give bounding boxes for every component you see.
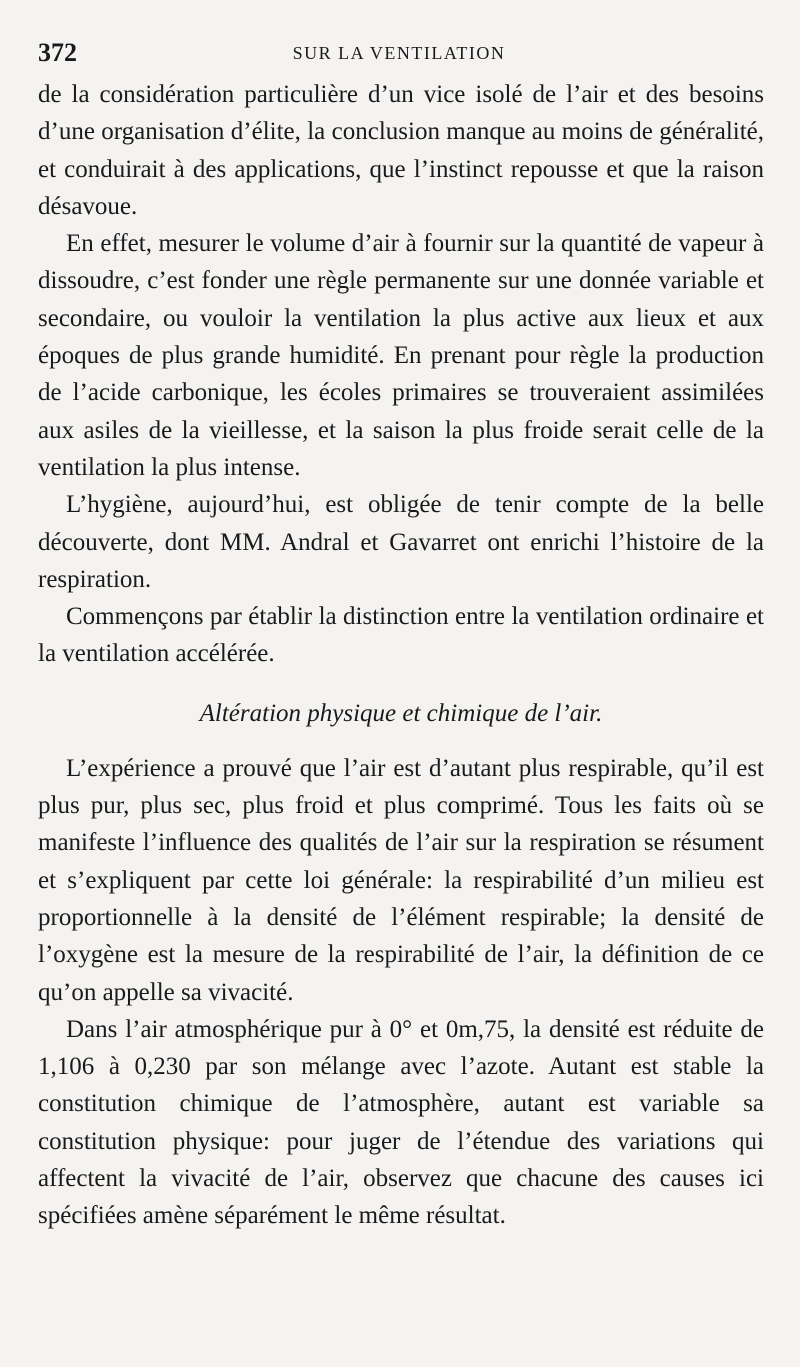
- paragraph-5: L’expérience a prouvé que l’air est d’autant plus respirable, qu’il est plus pur, plus sec, plus froid et plus comprimé. Tous les faits où se manifeste l’influence des qualités de l’air sur la respiration se résument et s’expliquent par cette loi générale: la respirabilité d’un milieu est proportionnelle à la densité de l’élément respirable; la densité de l’oxygène est la mesure de la respirabilité de l’air, la définition de ce qu’on appelle sa vivacité.: [38, 754, 764, 1006]
- page-number: 372: [38, 38, 77, 67]
- section-title: Altération physique et chimique de l’air.: [199, 699, 603, 727]
- page-header: [38, 36, 760, 70]
- paragraph-2: En effet, mesurer le volume d’air à fournir sur la quantité de vapeur à dissoudre, c’est fonder une règle permanente sur une donnée variable et secondaire, ou vouloir la ventilation la plus active aux lieux et aux époques de plus grande humidité. En prenant pour règle la production de l’acide carbonique, les écoles primaires se trouveraient assimilées aux asiles de la vieillesse, et la saison la plus froide serait celle de la ventilation la plus intense.: [38, 230, 764, 481]
- body-text: [38, 76, 764, 1235]
- paragraph-6: Dans l’air atmosphérique pur à 0° et 0m,75, la densité est réduite de 1,106 à 0,230 par son mélange avec l’azote. Autant est stable la constitution chimique de l’atmosphère, autant est variable sa constitution physique: pour juger de l’étendue des variations qui affectent la vivacité de l’air, observez que chacune des causes ici spécifiées amène séparément le même résultat.: [38, 1015, 764, 1230]
- paragraph-4: Commençons par établir la distinction entre la ventilation ordinaire et la ventilation accélérée.: [38, 603, 764, 668]
- running-head: SUR LA VENTILATION: [292, 42, 506, 63]
- paragraph-3: L’hygiène, aujourd’hui, est obligée de tenir compte de la belle découverte, dont MM. Andral et Gavarret ont enrichi l’histoire de la respiration.: [38, 491, 764, 593]
- paragraph-1: de la considération particulière d’un vice isolé de l’air et des besoins d’une organisation d’élite, la conclusion manque au moins de généralité, et conduirait à des applications, que l’instinct repousse et que la raison désavoue.: [38, 81, 764, 220]
